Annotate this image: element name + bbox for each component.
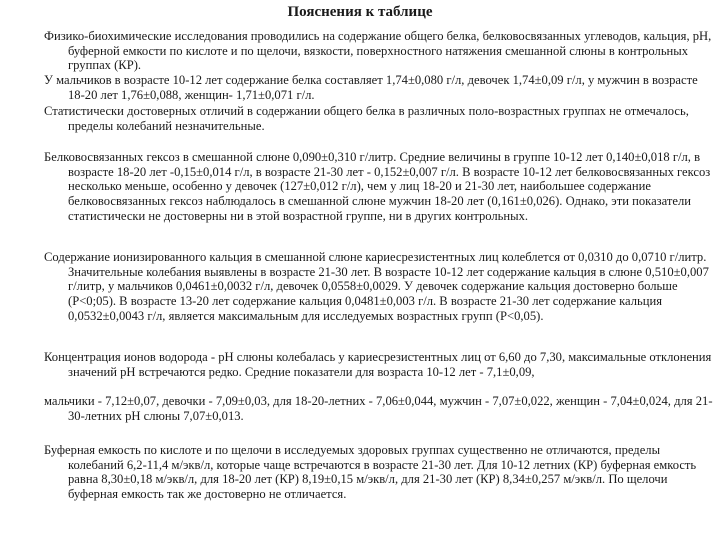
paragraph-hexoses: Белковосвязанных гексоз в смешанной слюне 0,090±0,310 г/литр. Средние величины в группе 10-12 лет 0,140±0,018 г/л, в возрасте 18-20 лет -0,15±0,014 г/л, в возрасте 21-30 лет - 0,152±0,007 г/л. В возрасте 10-12 лет белковосвязанных гексоз несколько меньше, особенно у девочек (127±0,012 г/л), чем у лиц 18-20 и 21-30 лет, наибольшее содержание белковосвязанных гексоз наблюдалось в смешанной слюне мужчин 18-20 лет (0,161±0,026). Однако, эти показатели статистически не достоверны ни в этой возрастной группе, ни в других контрольных. [44, 150, 711, 223]
paragraph-ph-groups: мальчики - 7,12±0,07, девочки - 7,09±0,03, для 18-20-летних - 7,06±0,044, мужчин - 7,07±0,022, женщин - 7,04±0,024, для 21-30-летних pH слюны 7,07±0,013. [44, 394, 713, 423]
paragraph-protein-values: У мальчиков в возрасте 10-12 лет содержание белка составляет 1,74±0,080 г/л, девочек 1,74±0,09 г/л, у мужчин в возрасте 18-20 лет 1,76±0,088, женщин- 1,71±0,071 г/л. [44, 73, 698, 102]
paragraph-protein-significance: Статистически достоверных отличий в содержании общего белка в различных поло-возрастных группах не отмечалось, пределы колебаний незначительные. [44, 104, 689, 133]
page-title: Пояснения к таблице [287, 4, 433, 20]
paragraph-buffer-capacity: Буферная емкость по кислоте и по щелочи в исследуемых здоровых группах существенно не отличаются, пределы колебаний 6,2-11,4 м/экв/л, которые чаще встречаются в возрасте 21-30 лет. Для 10-12 летних (КР) буферная емкость равна 8,30±0,18 м/экв/л, для 18-20 лет (КР) 8,19±0,15 м/экв/л, для 21-30 лет (КР) 8,34±0,257 м/экв/л. По щелочи буферная емкость так же достоверно не отличается. [44, 443, 697, 502]
paragraph-calcium: Содержание ионизированного кальция в смешанной слюне кариесрезистентных лиц колеблется от 0,0310 до 0,0710 г/литр. Значительные колебания выявлены в возрасте 21-30 лет. В возрасте 10-12 лет содержание кальция в слюне 0,510±0,007 г/литр, у мальчиков 0,0461±0,0032 г/л, девочек 0,0558±0,0029. У девочек содержание кальция достоверно больше (Р<0;05). В возрасте 13-20 лет содержание кальция 0,0481±0,003 г/л. В возрасте 21-30 лет содержание кальция 0,0532±0,0043 г/л, является максимальным для исследуемых возрастных групп (Р<0,05). [44, 250, 709, 323]
paragraph-study-overview: Физико-биохимические исследования проводились на содержание общего белка, белковосвязанных углеводов, кальция, pH, буферной емкости по кислоте и по щелочи, вязкости, поверхностного натяжения смешанной слюны в контрольных группах (КР). [44, 29, 712, 73]
paragraph-ph: Концентрация ионов водорода - pH слюны колебалась у кариесрезистентных лиц от 6,60 до 7,30, максимальные отклонения значений pH встречаются редко. Средние показатели для возраста 10-12 лет - 7,1±0,09, [44, 350, 712, 379]
